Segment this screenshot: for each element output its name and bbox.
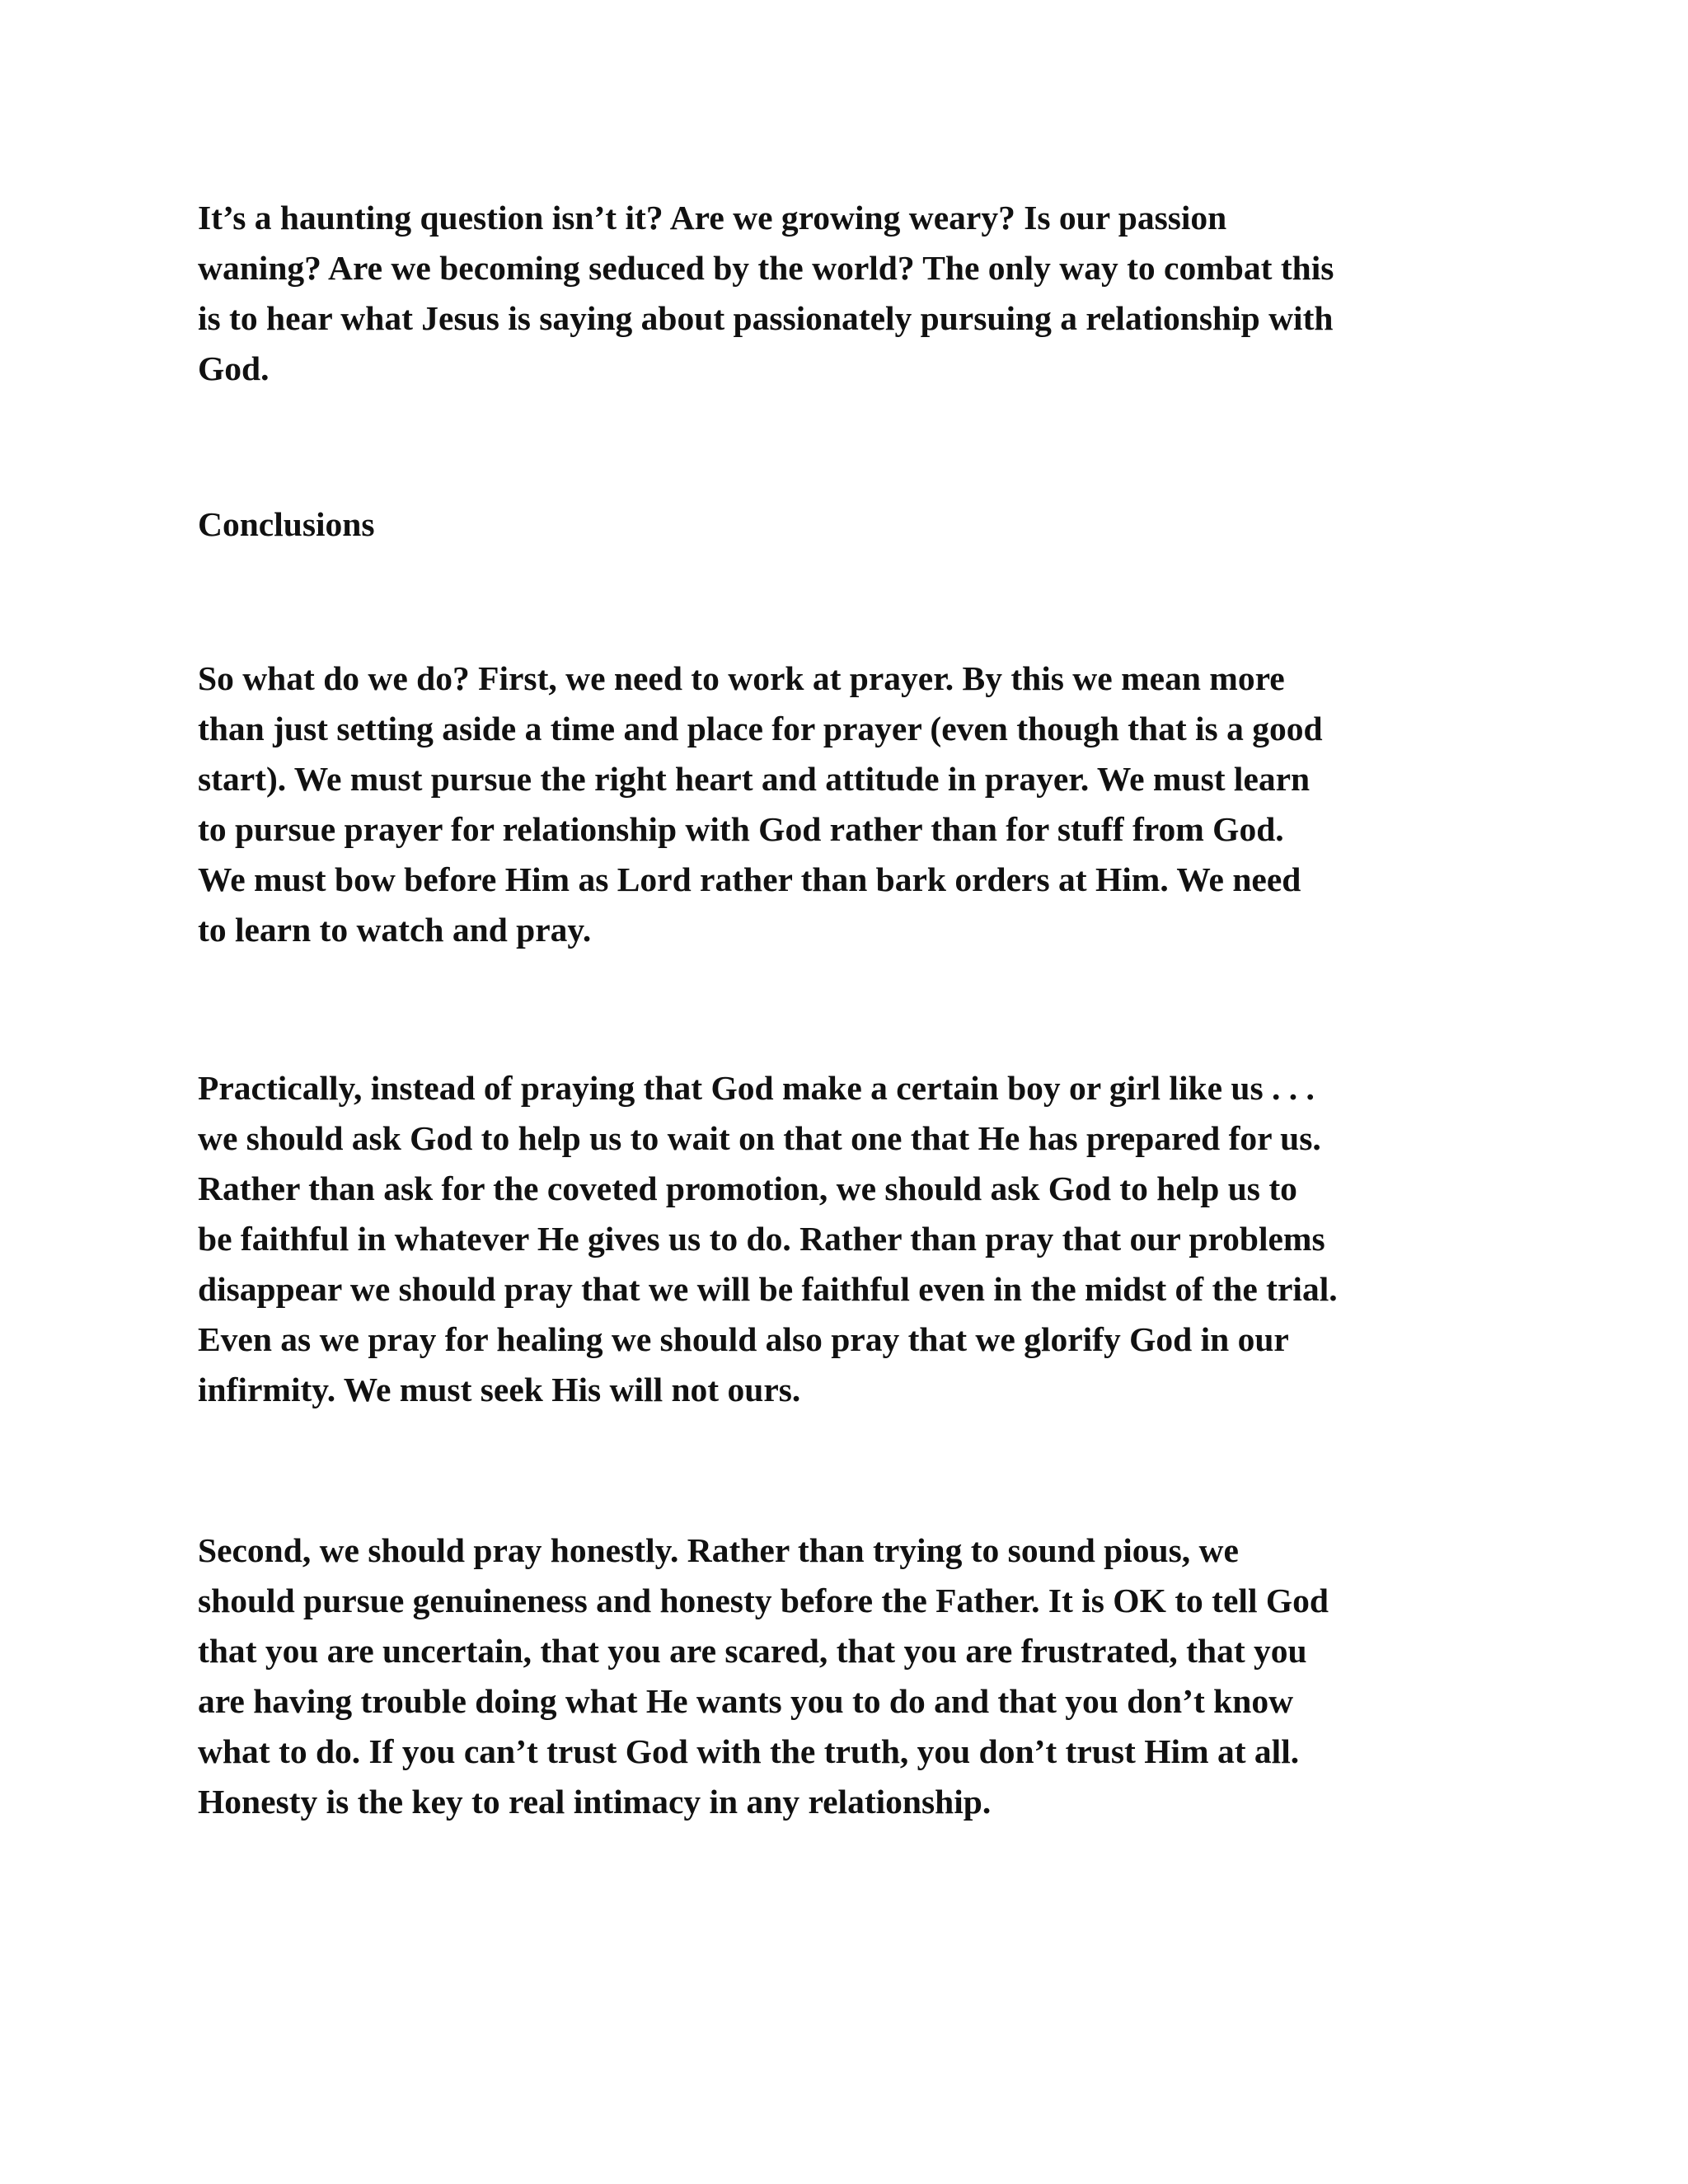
paragraph-line: Rather than ask for the coveted promotion, we should ask God to help us to [198, 1169, 1297, 1207]
paragraph-pray-honestly [198, 1526, 1484, 1827]
paragraph-line: be faithful in whatever He gives us to do. Rather than pray that our problems [198, 1220, 1325, 1258]
paragraph-line: what to do. If you can’t trust God with the truth, you don’t trust Him at all. [198, 1732, 1300, 1770]
paragraph-line: to learn to watch and pray. [198, 911, 592, 949]
paragraph-line: should pursue genuineness and honesty before the Father. It is OK to tell God [198, 1582, 1329, 1619]
paragraph-line: we should ask God to help us to wait on that one that He has prepared for us. [198, 1119, 1321, 1157]
paragraph-line: Even as we pray for healing we should also pray that we glorify God in our [198, 1320, 1289, 1358]
paragraph-line: that you are uncertain, that you are scared, that you are frustrated, that you [198, 1632, 1307, 1670]
section-heading-conclusions: Conclusions [198, 505, 375, 543]
paragraph-line: God. [198, 349, 270, 387]
paragraph-line: is to hear what Jesus is saying about passionately pursuing a relationship with [198, 299, 1334, 337]
paragraph-line: Second, we should pray honestly. Rather than trying to sound pious, we [198, 1531, 1239, 1569]
paragraph-line: waning? Are we becoming seduced by the world? The only way to combat this [198, 249, 1334, 287]
paragraph-line: disappear we should pray that we will be faithful even in the midst of the trial. [198, 1270, 1338, 1308]
paragraph-line: start). We must pursue the right heart and attitude in prayer. We must learn [198, 760, 1311, 798]
paragraph-line: are having trouble doing what He wants you to do and that you don’t know [198, 1682, 1294, 1720]
paragraph-practically [198, 1063, 1484, 1415]
paragraph-work-at-prayer [198, 654, 1484, 955]
paragraph-line: than just setting aside a time and place for prayer (even though that is a good [198, 710, 1323, 748]
paragraph-line: It’s a haunting question isn’t it? Are we growing weary? Is our passion [198, 199, 1227, 237]
paragraph-line: So what do we do? First, we need to work at prayer. By this we mean more [198, 659, 1285, 697]
paragraph-line: Honesty is the key to real intimacy in any relationship. [198, 1783, 992, 1821]
paragraph-line: Practically, instead of praying that God make a certain boy or girl like us . . . [198, 1069, 1315, 1107]
paragraph-intro [198, 193, 1484, 394]
paragraph-line: to pursue prayer for relationship with God rather than for stuff from God. [198, 810, 1284, 848]
paragraph-line: infirmity. We must seek His will not ours. [198, 1371, 801, 1408]
paragraph-line: We must bow before Him as Lord rather than bark orders at Him. We need [198, 860, 1301, 898]
